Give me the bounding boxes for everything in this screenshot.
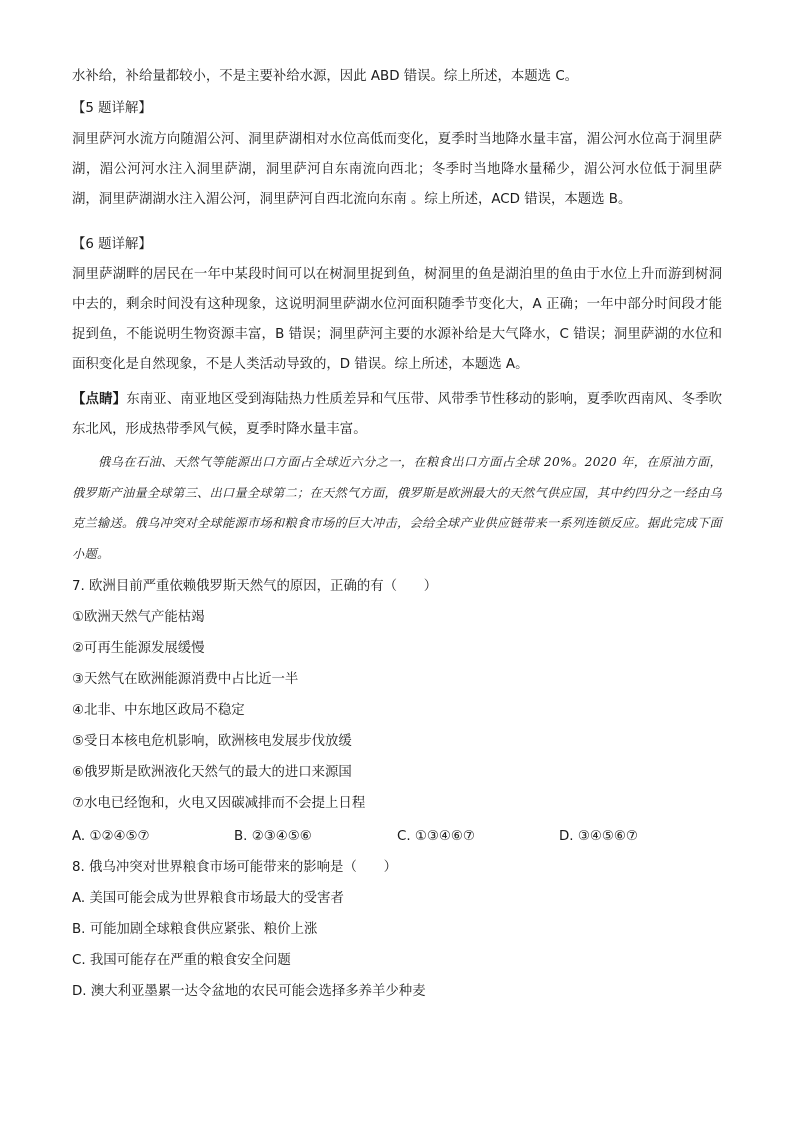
q7-item: ①欧洲天然气产能枯竭 bbox=[72, 610, 205, 625]
q7-option-c[interactable]: C. ①③④⑥⑦ bbox=[397, 829, 475, 844]
q7-item: ⑤受日本核电危机影响，欧洲核电发展步伐放缓 bbox=[72, 734, 352, 749]
tip-text: 东南亚、南亚地区受到海陆热力性质差异和气压带、风带季节性移动的影响，夏季吹西南风、冬季吹东北风，形成热带季风气候，夏季时降水量丰富。 bbox=[72, 392, 723, 437]
q8-option-c[interactable]: C. 我国可能存在严重的粮食安全问题 bbox=[72, 953, 291, 968]
q7-item: ④北非、中东地区政局不稳定 bbox=[72, 703, 245, 718]
q7-stem: 7. 欧洲目前严重依赖俄罗斯天然气的原因，正确的有（ ） bbox=[72, 579, 438, 594]
q6-explanation: 洞里萨湖畔的居民在一年中某段时间可以在树洞里捉到鱼，树洞里的鱼是湖泊里的鱼由于水位上升而游到树洞中去的，剩余时间没有这种现象，这说明洞里萨湖水位河面积随季节变化大，A 正确；一年中部分时间段才能捉到鱼，不能说明生物资源丰富，B 错误；洞里萨河主要的水源补给是大气降水，C 错误；洞里萨湖的水位和面积变化是自然现象，不是人类活动导致的，D 错误。综上所述，本题选 A。 bbox=[72, 267, 722, 372]
reading-passage: 俄乌在石油、天然气等能源出口方面占全球近六分之一，在粮食出口方面占全球 20%。2020 年，在原油方面，俄罗斯产油量全球第三、出口量全球第二；在天然气方面，俄罗斯是欧洲最大的天然气供应国，其中约四分之一经由乌克兰输送。俄乌冲突对全球能源市场和粮食市场的巨大冲击，会给全球产业供应链带来一系列连锁反应。据此完成下面小题。 bbox=[72, 455, 722, 561]
q5-heading: 【5 题详解】 bbox=[72, 101, 152, 116]
tip-paragraph bbox=[72, 385, 722, 445]
q7-item: ③天然气在欧洲能源消费中占比近一半 bbox=[72, 672, 299, 687]
q8-option-d[interactable]: D. 澳大利亚墨累一达令盆地的农民可能会选择多养羊少种麦 bbox=[72, 984, 426, 999]
q7-option-b[interactable]: B. ②③④⑤⑥ bbox=[234, 829, 312, 844]
q7-option-a[interactable]: A. ①②④⑤⑦ bbox=[72, 829, 150, 844]
tip-label: 【点睛】 bbox=[72, 392, 127, 407]
explanation-intro-line: 水补给，补给量都较小，不是主要补给水源，因此 ABD 错误。综上所述，本题选 C。 bbox=[72, 69, 579, 84]
q7-item: ②可再生能源发展缓慢 bbox=[72, 641, 205, 656]
q7-item: ⑥俄罗斯是欧洲液化天然气的最大的进口来源国 bbox=[72, 765, 352, 780]
q7-option-d[interactable]: D. ③④⑤⑥⑦ bbox=[559, 829, 638, 844]
q7-item: ⑦水电已经饱和，火电又因碳减排而不会提上日程 bbox=[72, 796, 366, 811]
q8-option-a[interactable]: A. 美国可能会成为世界粮食市场最大的受害者 bbox=[72, 891, 344, 906]
q5-explanation: 洞里萨河水流方向随湄公河、洞里萨湖相对水位高低而变化，夏季时当地降水量丰富，湄公河水位高于洞里萨湖，湄公河河水注入洞里萨湖，洞里萨河自东南流向西北；冬季时当地降水量稀少，湄公河水位低于洞里萨湖，洞里萨湖湖水注入湄公河，洞里萨河自西北流向东南 。综上所述，ACD 错误，本题选 B。 bbox=[72, 132, 722, 207]
q8-stem: 8. 俄乌冲突对世界粮食市场可能带来的影响是（ ） bbox=[72, 860, 398, 875]
q6-heading: 【6 题详解】 bbox=[72, 237, 152, 252]
q8-option-b[interactable]: B. 可能加剧全球粮食供应紧张、粮价上涨 bbox=[72, 922, 318, 937]
